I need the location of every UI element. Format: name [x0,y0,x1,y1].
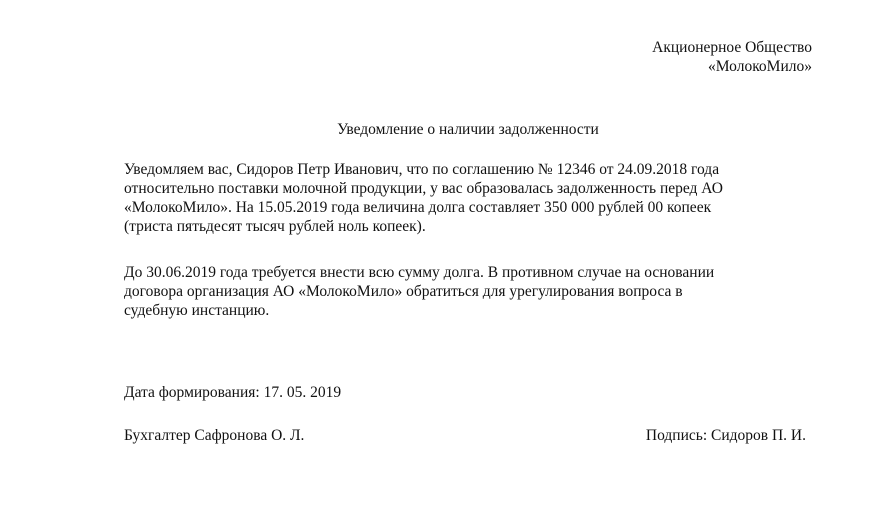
paragraph-line: относительно поставки молочной продукции, у вас образовалась задолженность перед АО [124,180,723,197]
paragraph-line: договора организация АО «МолокоМило» обратиться для урегулирования вопроса в [124,283,683,300]
paragraph-debt-notice [124,160,814,236]
addressee-block [652,38,812,76]
addressee-line-1: Акционерное Общество [652,39,812,56]
paragraph-line: «МолокоМило». На 15.05.2019 года величина долга составляет 350 000 рублей 00 копеек [124,199,712,216]
document-title: Уведомление о наличии задолженности [337,121,599,138]
paragraph-line: До 30.06.2019 года требуется внести всю сумму долга. В противном случае на основании [124,264,715,281]
paragraph-deadline [124,263,814,320]
paragraph-line: Уведомляем вас, Сидоров Петр Иванович, что по соглашению № 12346 от 24.09.2018 года [124,161,720,178]
addressee-line-2: «МолокоМило» [708,58,812,75]
formation-date: Дата формирования: 17. 05. 2019 [124,384,342,401]
signature-line: Подпись: Сидоров П. И. [645,427,806,444]
paragraph-line: судебную инстанцию. [124,302,270,319]
accountant-name: Бухгалтер Сафронова О. Л. [124,427,305,444]
paragraph-line: (триста пятьдесят тысяч рублей ноль копеек). [124,218,426,235]
